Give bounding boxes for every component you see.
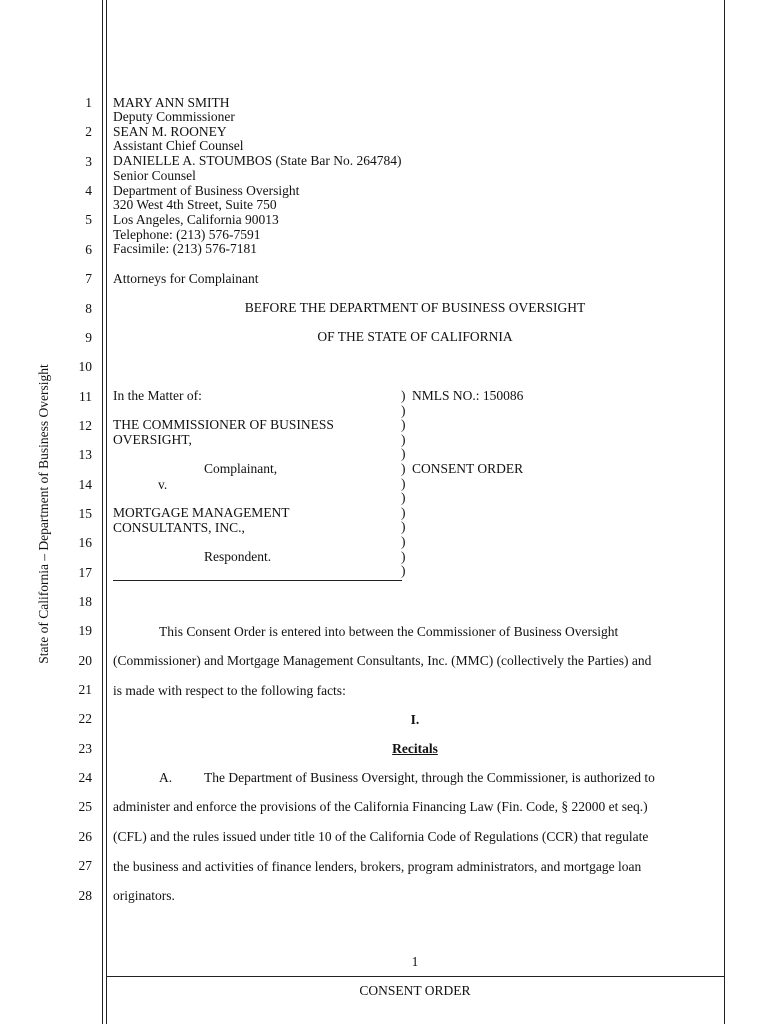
- paragraph-line: The Department of Business Oversight, through the Commissioner, is authorized to: [204, 770, 655, 785]
- caption-paren: ): [401, 548, 406, 564]
- caption-paren: ): [401, 431, 406, 447]
- plaintiff-name: OVERSIGHT,: [113, 432, 192, 447]
- complainant-label: Complainant,: [204, 461, 278, 476]
- line-number: 3: [85, 153, 92, 169]
- line-number: 22: [78, 711, 92, 727]
- intro-paragraph-line: (Commissioner) and Mortgage Management Consultants, Inc. (MMC) (collectively the Parties) and: [113, 653, 652, 668]
- nmls-number: NMLS NO.: 150086: [412, 388, 524, 403]
- respondent-label: Respondent.: [204, 549, 272, 564]
- caption-paren: ): [401, 402, 406, 418]
- paragraph-label: A.: [159, 770, 173, 785]
- line-number: 9: [85, 329, 92, 345]
- caption-line: Facsimile: (213) 576-7181: [113, 241, 257, 256]
- line-number: 19: [78, 623, 92, 639]
- line-number: 21: [78, 682, 92, 697]
- court-title: BEFORE THE DEPARTMENT OF BUSINESS OVERSIGHT: [244, 300, 586, 315]
- intro-paragraph-line: is made with respect to the following facts:: [113, 683, 346, 698]
- caption-paren: ): [401, 388, 406, 403]
- line-number: 17: [78, 564, 92, 580]
- caption-paren: ): [401, 490, 406, 506]
- side-caption: State of California – Department of Business Oversight: [36, 364, 51, 664]
- caption-line: SEAN M. ROONEY: [113, 124, 227, 139]
- caption-underline: [113, 580, 402, 581]
- paragraph-line: administer and enforce the provisions of the California Financing Law (Fin. Code, § 22000 et seq.): [113, 799, 648, 814]
- line-number: 27: [78, 858, 92, 874]
- caption-line: Senior Counsel: [113, 168, 196, 183]
- footer-title: CONSENT ORDER: [359, 983, 471, 998]
- line-number: 26: [78, 828, 92, 844]
- caption-paren: ): [401, 475, 406, 491]
- line-number: 1: [85, 95, 92, 110]
- line-number: 28: [78, 887, 92, 903]
- caption-line: Telephone: (213) 576-7591: [113, 227, 261, 242]
- line-number: 25: [78, 799, 92, 815]
- attorneys-for: Attorneys for Complainant: [113, 271, 259, 286]
- intro-paragraph-line: This Consent Order is entered into between the Commissioner of Business Oversight: [159, 624, 619, 639]
- line-number: 12: [78, 417, 92, 433]
- court-subtitle: OF THE STATE OF CALIFORNIA: [317, 329, 513, 344]
- caption-line: 320 West 4th Street, Suite 750: [113, 197, 277, 212]
- caption-paren: ): [401, 446, 406, 462]
- caption-paren: ): [401, 519, 406, 535]
- caption-line: Department of Business Oversight: [113, 183, 300, 198]
- section-number: I.: [410, 712, 420, 727]
- caption-line: Assistant Chief Counsel: [113, 138, 244, 153]
- line-number: 10: [78, 359, 92, 375]
- footer-rule: [106, 976, 724, 977]
- caption-line: MARY ANN SMITH: [113, 95, 230, 110]
- line-number: 16: [78, 535, 92, 551]
- page-number: 1: [411, 954, 419, 969]
- paragraph-line: the business and activities of finance lenders, brokers, program administrators, and mortgage loan: [113, 859, 642, 874]
- line-number: 23: [78, 740, 92, 756]
- line-number: 15: [78, 505, 92, 521]
- right-margin-rule: [724, 0, 725, 1024]
- line-number: 18: [78, 594, 92, 609]
- line-number: 24: [78, 770, 92, 786]
- line-number: 7: [85, 271, 92, 287]
- order-title: CONSENT ORDER: [412, 461, 524, 476]
- plaintiff-name: THE COMMISSIONER OF BUSINESS: [113, 417, 334, 432]
- line-number: 6: [85, 241, 92, 257]
- caption-line: Deputy Commissioner: [113, 109, 235, 124]
- versus-label: v.: [158, 477, 168, 492]
- line-number: 8: [85, 300, 92, 316]
- in-the-matter: In the Matter of:: [113, 388, 202, 403]
- line-number: 11: [79, 388, 92, 404]
- caption-paren: ): [401, 504, 406, 520]
- caption-paren: ): [401, 461, 406, 476]
- caption-paren: ): [401, 534, 406, 549]
- line-number: 4: [85, 183, 92, 199]
- left-margin-rule-inner: [106, 0, 107, 1024]
- line-number: 13: [78, 447, 92, 463]
- caption-line: Los Angeles, California 90013: [113, 212, 279, 227]
- line-number: 14: [78, 476, 92, 492]
- left-margin-rule-outer: [102, 0, 103, 1024]
- line-number: 20: [78, 652, 92, 668]
- respondent-name: MORTGAGE MANAGEMENT: [113, 505, 290, 520]
- caption-paren: ): [401, 417, 406, 433]
- section-title: Recitals: [392, 741, 438, 756]
- paragraph-line: (CFL) and the rules issued under title 10 of the California Code of Regulations (CCR) that regulate: [113, 829, 649, 844]
- caption-paren: ): [401, 563, 406, 579]
- paragraph-line: originators.: [113, 888, 175, 903]
- caption-line: DANIELLE A. STOUMBOS (State Bar No. 264784): [113, 153, 402, 168]
- line-number: 2: [85, 124, 92, 140]
- line-number: 5: [85, 212, 92, 228]
- respondent-name: CONSULTANTS, INC.,: [113, 520, 245, 535]
